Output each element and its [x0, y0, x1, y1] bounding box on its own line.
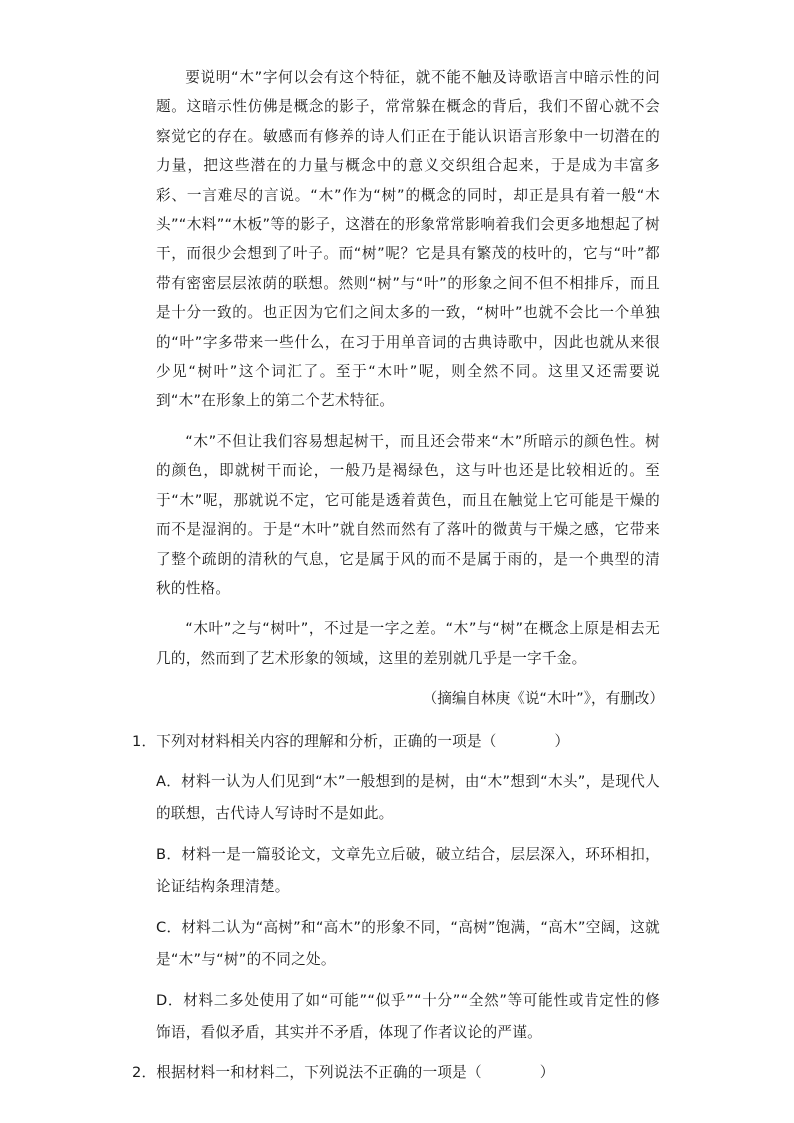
- question-1-stem: [132, 727, 660, 756]
- passage-paragraph-3: “木叶”之与“树叶”，不过是一字之差。“木”与“树”在概念上原是相去无几的，然而到了艺术形象的领域，这里的差别就几乎是一字千金。: [156, 620, 660, 667]
- passage-source: （摘编自林庚《说“木叶”》，有删改）: [422, 690, 664, 708]
- question-1-text: 1．下列对材料相关内容的理解和分析，正确的一项是（: [132, 732, 497, 750]
- question-1-close: ）: [554, 732, 570, 750]
- question-2-stem: [132, 1058, 660, 1087]
- question-2-text: 2．根据材料一和材料二，下列说法不正确的一项是（: [132, 1063, 482, 1081]
- passage-paragraph-2: “木”不但让我们容易想起树干，而且还会带来“木”所暗示的颜色性。树的颜色，即就树干而论，一般乃是褐绿色，这与叶也还是比较相近的。至于“木”呢，那就说不定，它可能是透着黄色，而且在触觉上它可能是干燥的而不是湿润的。于是“木叶”就自然而然有了落叶的微黄与干燥之感，它带来了整个疏朗的清秋的气息，它是属于风的而不是属于雨的，是一个典型的清秋的性格。: [156, 432, 660, 597]
- question-1-option-d: D．材料二多处使用了如“可能”“似乎”“十分”“全然”等可能性或肯定性的修饰语，看似矛盾，其实并不矛盾，体现了作者议论的严谨。: [156, 991, 660, 1042]
- question-2-close: ）: [539, 1063, 555, 1081]
- question-1-option-b: B．材料一是一篇驳论文，文章先立后破，破立结合，层层深入，环环相扣，论证结构条理清楚。: [156, 845, 660, 896]
- question-1-option-c: C．材料二认为“高树”和“高木”的形象不同，“高树”饱满，“高木”空阔，这就是“木”与“树”的不同之处。: [156, 918, 660, 969]
- question-1-option-a: A．材料一认为人们见到“木”一般想到的是树，由“木”想到“木头”，是现代人的联想，古代诗人写诗时不是如此。: [156, 772, 660, 823]
- passage-paragraph-1: 要说明“木”字何以会有这个特征，就不能不触及诗歌语言中暗示性的问题。这暗示性仿佛是概念的影子，常常躲在概念的背后，我们不留心就不会察觉它的存在。敏感而有修养的诗人们正在于能认识语言形象中一切潜在的力量，把这些潜在的力量与概念中的意义交织组合起来，于是成为丰富多彩、一言难尽的言说。“木”作为“树”的概念的同时，却正是具有着一般“木头”“木料”“木板”等的影子，这潜在的形象常常影响着我们会更多地想起了树干，而很少会想到了叶子。而“树”呢？它是具有繁茂的枝叶的，它与“叶”都带有密密层层浓荫的联想。然则“树”与“叶”的形象之间不但不相排斥，而且是十分一致的。也正因为它们之间太多的一致，“树叶”也就不会比一个单独的“叶”字多带来一些什么，在习于用单音词的古典诗歌中，因此也就从来很少见“树叶”这个词汇了。至于“木叶”呢，则全然不同。这里又还需要说到“木”在形象上的第二个艺术特征。: [156, 69, 660, 410]
